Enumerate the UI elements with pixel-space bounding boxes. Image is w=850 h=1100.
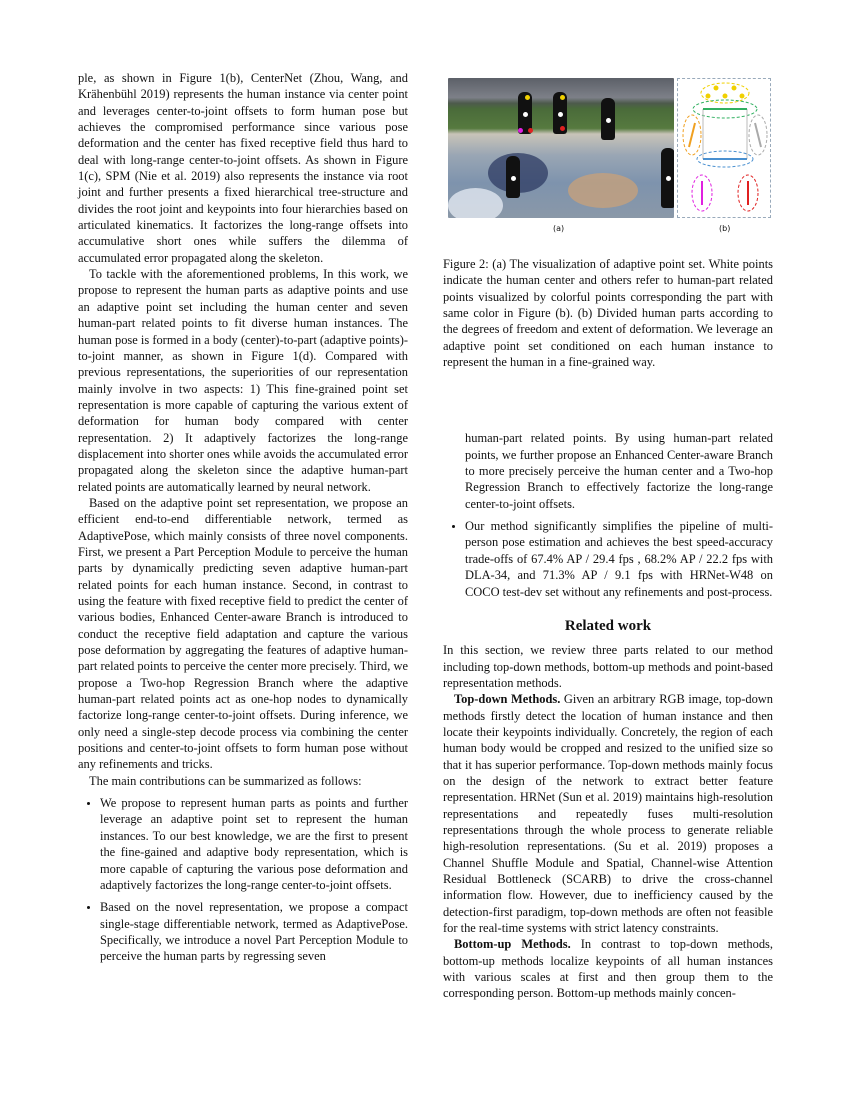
list-item: • We propose to represent human parts as points and further leverage an adaptive point set to represent the human instances. To our best knowledge, we are the first to present the fine-gained and adaptive body representation, which is more capable of capturing the various pose deformation and adaptively factorizes the long-range center-to-joint offsets. — [100, 795, 408, 893]
contributions-list-continued — [443, 430, 773, 599]
list-item: human-part related points. By using human-part related points, we further propose an Enhanced Center-aware Branch to more precisely perceive the human center and a Two-hop Regression Branch to effectively factorize the long-range center-to-joint offsets. — [465, 431, 773, 511]
left-column — [78, 70, 408, 971]
figure-2 — [443, 78, 773, 233]
list-item: • Our method significantly simplifies the pipeline of multi-person pose estimation and achieves the best speed-accuracy trade-offs of 67.4% AP / 29.4 fps , 68.2% AP / 22.2 fps with DLA-34, and 71.3% AP / 9.1 fps with HRNet-W48 on COCO test-dev set without any refinements and post-process. — [465, 518, 773, 600]
contributions-list — [78, 795, 408, 964]
human-parts-diagram — [677, 78, 771, 218]
paragraph: ple, as shown in Figure 1(b), CenterNet (Zhou, Wang, and Krähenbühl 2019) represents the human instance via center point and leverages center-to-joint offsets to form human pose but achieves the compromised performance since various pose deformation and the center has fixed receptive field thus hard to deal with long-range center-to-joint offsets. As shown in Figure 1(c), SPM (Nie et al. 2019) also represents the instance via root joint and further presents a fixed hierarchical tree-structure and divides the root joint and keypoints into four hierarchies based on articulated kinematics. It factorizes the long-range offsets into accumulative short ones while suffers the dilemma of accumulated error propagated along the skeleton. — [78, 71, 408, 265]
skating-photo — [448, 78, 674, 218]
list-item: • Based on the novel representation, we propose a compact single-stage differentiable network, termed as AdaptivePose. Specifically, we introduce a novel Part Perception Module to perceive the human parts by regressing seven — [100, 899, 408, 964]
paragraph-bottom-up — [443, 936, 773, 1001]
paragraph-body: Given an arbitrary RGB image, top-down methods firstly detect the location of human instance and then locate their keypoints individually. Concretely, the region of each human body would be cropped and resized to the unified size so that it has superior performance. Top-down methods mainly focus on the design of the network to extract better feature representation. HRNet (Sun et al. 2019) maintains high-resolution representations and repeatedly fuses multi-resolution representations through the whole process to generate reliable high-resolution representations. (Su et al. 2019) proposes a Channel Shuffle Module and Spatial, Channel-wise Attention Residual Bottleneck (SCARB) to drive the cross-channel information flow. However, due to inefficiency caused by the detection-first paradigm, top-down methods are often not feasible for the real-time systems with strict latency constraints. — [443, 692, 773, 936]
paragraph: The main contributions can be summarized as follows: — [89, 773, 362, 788]
figure-caption: Figure 2: (a) The visualization of adaptive point set. White points indicate the human center and others refer to human-part related points visualized by colorful points corresponding the part with same color in Figure (b). (b) Divided human parts according to the degrees of freedom and extent of deformation. We leverage an adaptive point set conditioned on each human instance to represent the human in a fine-grained way. — [443, 257, 773, 370]
paragraph-top-down — [443, 691, 773, 936]
paragraph-title: Bottom-up Methods. — [454, 937, 571, 952]
subfigure-label-b: (b) — [719, 224, 731, 233]
paragraph: Based on the adaptive point set representation, we propose an efficient end-to-end differentiable network, termed as AdaptivePose, which mainly consists of three novel components. First, we present a Part Perception Module to perceive the human parts by dynamically predicting seven adaptive human-part related points for each human instance. Second, in contrast to using the feature with fixed receptive field to predict the center of various bodies, Enhanced Center-aware Branch is introduced to conduct the receptive field adaptation and capture the various pose deformation by aggregating the features of adaptive human-part related points to perceive the center more precisely. Third, we propose a Two-hop Regression Branch where the adaptive human-part related points act as one-hop nodes to dynamically factorize long-range center-to-joint offsets. During inference, we only need a single-step decode process via combining the center positions and center-to-joint offsets to form human pose without any refinements and tricks. — [78, 495, 408, 772]
paragraph-body: In contrast to top-down methods, bottom-up methods localize keypoints of all human instances with various scales at first and then group them to the corresponding person. Bottom-up methods mainly concen- — [443, 937, 773, 1001]
section-heading: Related work — [564, 617, 652, 634]
paragraph: In this section, we review three parts related to our method including top-down methods, bottom-up methods and point-based representation methods. — [443, 643, 773, 690]
right-column — [443, 78, 773, 1002]
paragraph-title: Top-down Methods. — [454, 692, 561, 707]
paragraph: To tackle with the aforementioned problems, In this work, we propose to represent the human parts as adaptive points and use an adaptive point set including the human center and seven human-part related points to fit diverse human instances. The human pose is formed in a body (center)-to-part (adaptive points)-to-joint manner, as shown in Figure 1(d). Compared with previous representations, the superiorities of our representation mainly involve in two aspects: 1) This fine-grained point set representation is more capable of capturing the various extent of deformation for human body compared with center representation. 2) It adaptively factorizes the long-range displacement into shorter ones while avoids the accumulated error propagated along the skeleton since the adaptive human-part related points are automatically learned by neural network. — [78, 267, 408, 494]
subfigure-label-a: (a) — [553, 224, 565, 233]
